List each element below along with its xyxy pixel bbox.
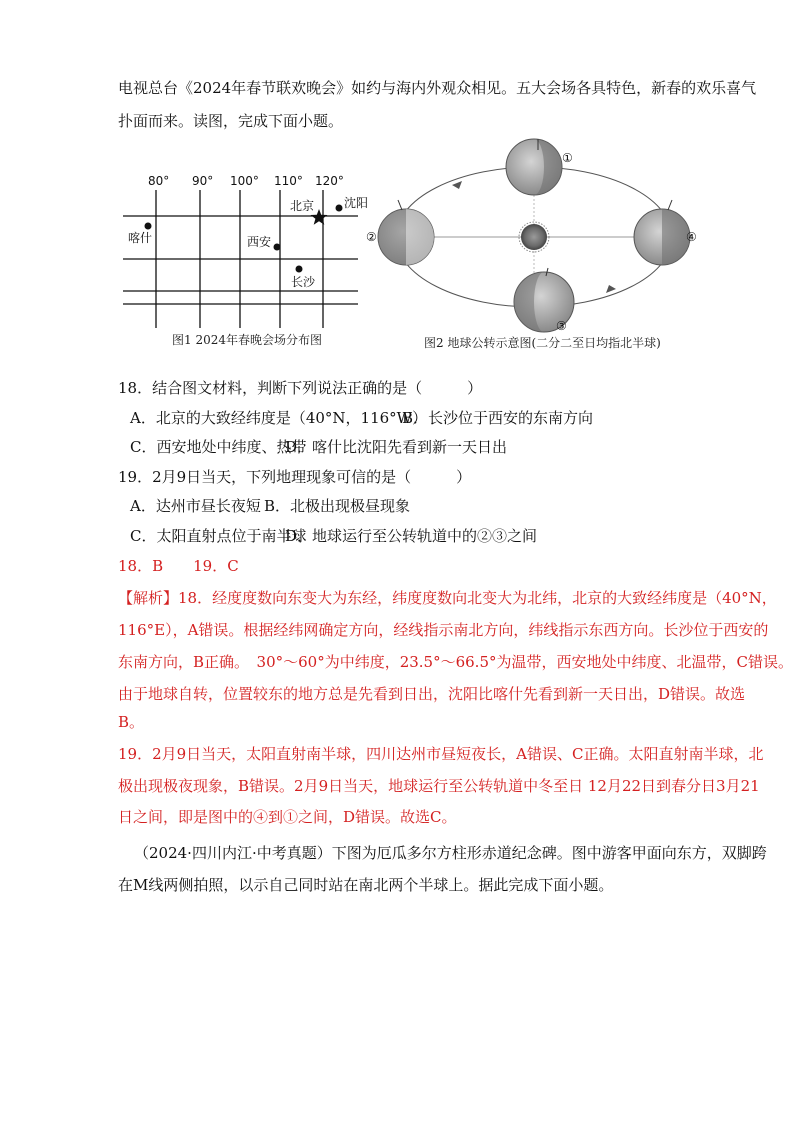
city-changsha: 长沙 [291, 275, 316, 289]
analysis-line-1: 【解析】18．经度度数向东变大为东经，纬度度数向北变大为北纬，北京的大致经纬度是（40°N， [118, 589, 777, 607]
lon-label-80: 80° [148, 174, 170, 188]
city-shenyang: 沈阳 [344, 196, 369, 210]
analysis-line-4: 由于地球自转，位置较东的地方总是先看到日出，沈阳比喀什先看到新一天日出，D错误。故选 [118, 685, 746, 703]
q19-option-d: D．地球运行至公转轨道中的②③之间 [285, 527, 538, 545]
figure-1-caption: 图1 2024年春晚会场分布图 [172, 333, 322, 347]
sun [521, 224, 547, 250]
q18-option-d: D．喀什比沈阳先看到新一天日出 [285, 438, 508, 456]
lon-label-120: 120° [315, 174, 344, 188]
analysis-line-5: B。 [118, 713, 145, 731]
next-intro-line-1: （2024·四川内江·中考真题）下图为厄瓜多尔方柱形赤道纪念碑。图中游客甲面向东方，双脚跨 [134, 844, 767, 862]
lon-label-90: 90° [192, 174, 214, 188]
q19-option-a: A．达州市昼长夜短 [130, 497, 261, 515]
xian-dot [274, 244, 281, 251]
q19-option-b: B．北极出现极昼现象 [264, 497, 411, 515]
q18-option-a: A．北京的大致经纬度是（40°N，116°W） [130, 409, 428, 427]
q19-stem: 19．2月9日当天，下列地理现象可信的是（ ） [118, 468, 472, 486]
city-xian: 西安 [247, 235, 272, 249]
lon-label-110: 110° [274, 174, 303, 188]
city-kashgar: 喀什 [128, 231, 153, 245]
next-intro-line-2: 在M线两侧拍照，以示自己同时站在南北两个半球上。据此完成下面小题。 [118, 876, 614, 894]
intro-line-2: 扑面而来。读图，完成下面小题。 [118, 112, 344, 130]
label-position-4: ④ [686, 230, 697, 244]
figure-1-grid-map [118, 168, 369, 338]
q18-option-c: C．西安地处中纬度、热带 [130, 438, 307, 456]
city-beijing: 北京 [290, 199, 315, 213]
kashgar-dot [145, 223, 152, 230]
q18-option-b: B．长沙位于西安的东南方向 [402, 409, 594, 427]
changsha-dot [296, 266, 303, 273]
label-position-3: ③ [556, 319, 567, 333]
intro-line-1: 电视总台《2024年春节联欢晚会》如约与海内外观众相见。五大会场各具特色，新春的欢乐喜气 [118, 79, 757, 97]
label-position-1: ① [562, 151, 573, 165]
answers: 18．B 19．C [118, 557, 239, 575]
analysis-line-3: 东南方向，B正确。 30°～60°为中纬度，23.5°～66.5°为温带，西安地处中纬度、北温带，C错误。 [118, 653, 793, 671]
figure-2-caption: 图2 地球公转示意图(二分二至日均指北半球) [424, 336, 661, 350]
q18-stem: 18．结合图文材料，判断下列说法正确的是（ ） [118, 379, 483, 397]
analysis-line-2: 116°E），A错误。根据经纬网确定方向，经线指示南北方向，纬线指示东西方向。长沙位于西安的 [118, 621, 769, 639]
label-position-2: ② [366, 230, 377, 244]
figure-2-revolution-diagram [362, 140, 707, 340]
shenyang-dot [336, 205, 343, 212]
lon-label-100: 100° [230, 174, 259, 188]
q19-option-c: C．太阳直射点位于南半球 [130, 527, 307, 545]
analysis-line-6: 19．2月9日当天，太阳直射南半球，四川达州市昼短夜长，A错误、C正确。太阳直射南半球，北 [118, 745, 764, 763]
analysis-line-7: 极出现极夜现象，B错误。2月9日当天，地球运行至公转轨道中冬至日 12月22日到春分日3月21 [118, 777, 760, 795]
analysis-line-8: 日之间，即是图中的④到①之间，D错误。故选C。 [118, 808, 457, 826]
